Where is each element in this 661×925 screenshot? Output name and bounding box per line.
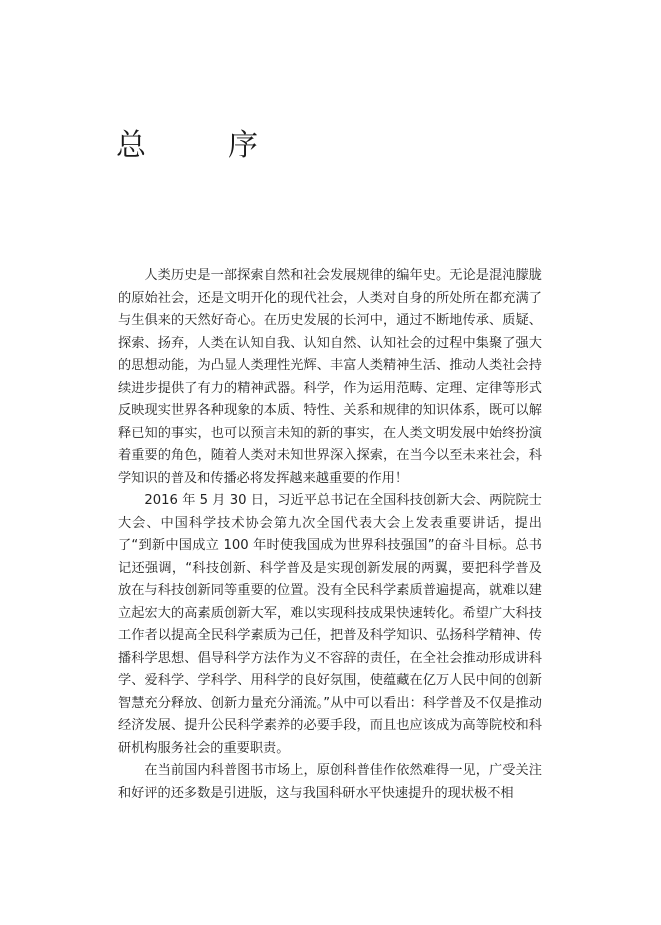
body-text — [118, 265, 542, 805]
page-title: 总 序 — [116, 128, 284, 163]
paragraph-3: 在当前国内科普图书市场上，原创科普佳作依然难得一见，广受关注和好评的还多数是引进版，这与我国科研水平快速提升的现状极不相 — [118, 763, 542, 801]
paragraph-1: 人类历史是一部探索自然和社会发展规律的编年史。无论是混沌朦胧的原始社会，还是文明开化的现代社会，人类对自身的所处所在都充满了与生俱来的天然好奇心。在历史发展的长河中，通过不断地传承、质疑、探索、扬弃，人类在认知自我、认知自然、认知社会的过程中集聚了强大的思想动能，为凸显人类理性光辉、丰富人类精神生活、推动人类社会持续进步提供了有力的精神武器。科学，作为运用范畴、定理、定律等形式反映现实世界各种现象的本质、特性、关系和规律的知识体系，既可以解释已知的事实，也可以预言未知的新的事实，在人类文明发展中始终扮演着重要的角色，随着人类对未知世界深入探索，在当今以至未来社会，科学知识的普及和传播必将发挥越来越重要的作用！ — [118, 268, 542, 486]
paragraph-2: 2016 年 5 月 30 日，习近平总书记在全国科技创新大会、两院院士大会、中国科学技术协会第九次全国代表大会上发表重要讲话，提出了“到新中国成立 100 年时使我国成为世界科技强国”的奋斗目标。总书记还强调，“科技创新、科学普及是实现创新发展的两翼，要把科学普及放在与科技创新同等重要的位置。没有全民科学素质普遍提高，就难以建立起宏大的高素质创新大军，难以实现科技成果快速转化。希望广大科技工作者以提高全民科学素质为己任，把普及科学知识、弘扬科学精神、传播科学思想、倡导科学方法作为义不容辞的责任，在全社会推动形成讲科学、爱科学、学科学、用科学的良好氛围，使蕴藏在亿万人民中间的创新智慧充分释放、创新力量充分涌流。”从中可以看出：科学普及不仅是推动经济发展、提升公民科学素养的必要手段，而且也应该成为高等院校和科研机构服务社会的重要职责。 — [118, 493, 542, 756]
